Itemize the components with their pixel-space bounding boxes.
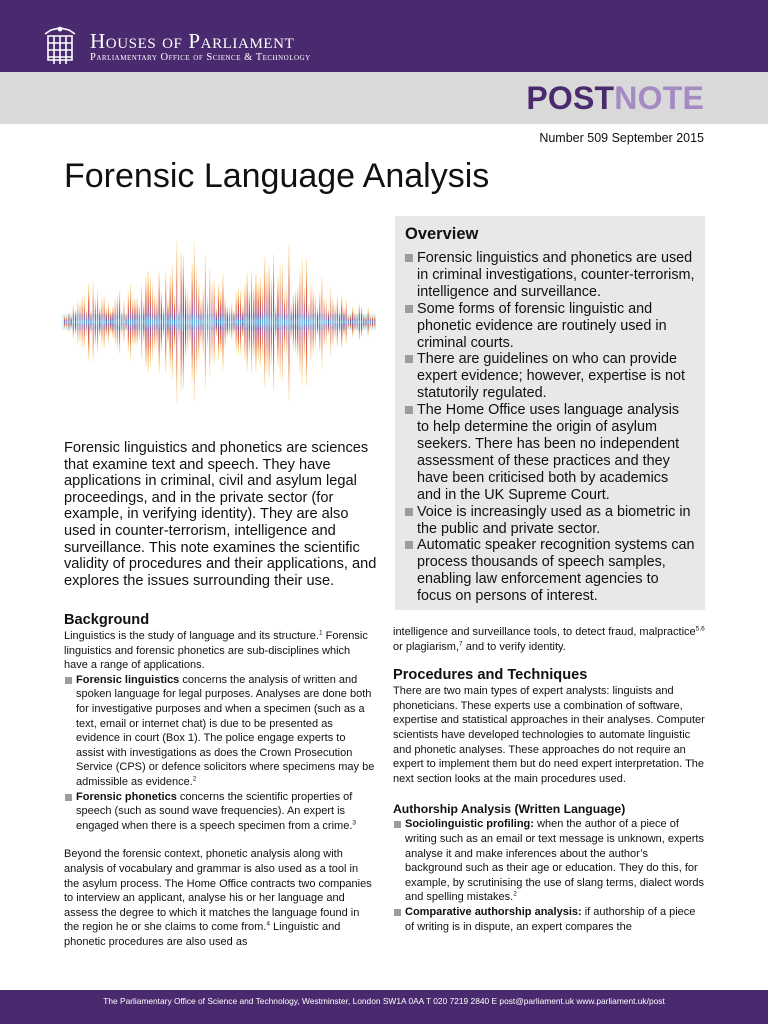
postnote-logo bbox=[526, 82, 704, 114]
org-subtitle: Parliamentary Office of Science & Technology bbox=[90, 52, 311, 63]
overview-box bbox=[395, 216, 705, 610]
overview-item: Voice is increasingly used as a biometric in the public and private sector. bbox=[405, 504, 695, 538]
bullet-forensic-phonetics: Forensic phonetics concerns the scientific properties of speech (such as sound wave frequencies). An expert is engaged when there is a speech specimen from a crime.$^3$ bbox=[64, 790, 376, 834]
overview-item: Automatic speaker recognition systems can process thousands of speech samples, enabling law enforcement agencies to focus on persons of interest. bbox=[405, 537, 695, 605]
bullet-square-icon bbox=[405, 406, 413, 414]
issue-number: Number 509 September 2015 bbox=[539, 131, 704, 145]
waveform-center-band bbox=[62, 314, 376, 330]
bullet-sociolinguistic-profiling: Sociolinguistic profiling: when the author of a piece of writing such as an email or text message is unknown, experts analyse it and make inferences about the author’s background such as their age or education. They do this, for example, by scrutinising the use of slang terms, dialect words and spelling mistakes.$^2$ bbox=[393, 817, 705, 905]
procedures-heading: Procedures and Techniques bbox=[393, 667, 588, 684]
bullet-square-icon bbox=[405, 254, 413, 262]
right-column bbox=[393, 625, 705, 934]
background-paragraph: Linguistics is the study of language and its structure.$^1$ Forensic linguistics and forensic phonetics are sub-disciplines which have a range of applications. bbox=[64, 629, 368, 672]
bullet-comparative-authorship: Comparative authorship analysis: if authorship of a piece of writing is in dispute, an expert compares the bbox=[393, 905, 705, 934]
overview-item: The Home Office uses language analysis to help determine the origin of asylum seekers. There has been no independent assessment of these practices and they have been criticised both by academics and in the UK Supreme Court. bbox=[405, 402, 695, 503]
asylum-paragraph: Beyond the forensic context, phonetic analysis along with analysis of vocabulary and grammar is also used as a tool in the asylum process. The Home Office contracts two companies to interview an applicant, analyse his or her language and assess the degree to which it matches the language found in the region he or she claims to come from.$^4$ Linguistic and phonetic procedures are also used as bbox=[64, 848, 372, 948]
overview-list bbox=[405, 250, 695, 605]
procedures-paragraph: There are two main types of expert analysts: linguists and phoneticians. These experts use a combination of software, expertise and statistical approaches in their analyses. Computer scientists have developed technologies to automate linguistic and phonetic analyses. These approaches do not require an expert to implement them but do need expert interpretation. The next section looks at the main procedures used. bbox=[393, 685, 705, 785]
continued-paragraph: intelligence and surveillance tools, to detect fraud, malpractice$^{5,6}$ or plagiarism,$^7$ and to verify identity. bbox=[393, 625, 705, 653]
overview-item: There are guidelines on who can provide expert evidence; however, expertise is not statutorily regulated. bbox=[405, 351, 695, 402]
org-name: Houses of Parliament bbox=[90, 29, 295, 53]
overview-item: Some forms of forensic linguistic and phonetic evidence are routinely used in criminal courts. bbox=[405, 301, 695, 352]
bullet-square-icon bbox=[65, 677, 72, 684]
bullet-square-icon bbox=[405, 541, 413, 549]
bullet-square-icon bbox=[405, 305, 413, 313]
background-heading: Background bbox=[64, 612, 150, 628]
brand-note: NOTE bbox=[614, 80, 704, 116]
footer-contact: The Parliamentary Office of Science and Technology, Westminster, London SW1A 0AA T 020 7219 2840 E post@parliament.uk www.parliament.uk/post bbox=[103, 996, 665, 1006]
bullet-square-icon bbox=[394, 821, 401, 828]
bullet-square-icon bbox=[394, 909, 401, 916]
portcullis-icon bbox=[42, 26, 78, 66]
bullet-square-icon bbox=[405, 508, 413, 516]
authorship-heading: Authorship Analysis (Written Language) bbox=[393, 802, 626, 817]
sound-waveform-icon bbox=[62, 222, 376, 422]
left-column bbox=[64, 611, 376, 949]
bullet-square-icon bbox=[405, 355, 413, 363]
bullet-forensic-linguistics: Forensic linguistics concerns the analysis of written and spoken language for legal purposes. Analyses are done both for investigative purposes and when a specimen (such as a text, email or internet chat) is due to be presented as evidence in court (Box 1). The police engage experts to assist with investigations as does the Crown Prosecution Service (CPS) or defence solicitors where specimens may be admissible as evidence.$^2$ bbox=[64, 673, 376, 790]
brand-post: POST bbox=[526, 80, 615, 116]
page-title: Forensic Language Analysis bbox=[64, 157, 490, 195]
bullet-square-icon bbox=[65, 794, 72, 801]
intro-paragraph: Forensic linguistics and phonetics are sciences that examine text and speech. They have applications in criminal, civil and asylum legal proceedings, and in the private sector (for example, in verifying identity). They are also used in counter-terrorism, intelligence and surveillance. This note examines the scientific validity of procedures and their applications, and explores the issues surrounding their use. bbox=[64, 440, 377, 589]
overview-item: Forensic linguistics and phonetics are used in criminal investigations, counter-terrorism, intelligence and surveillance. bbox=[405, 250, 695, 301]
overview-heading: Overview bbox=[405, 225, 479, 243]
